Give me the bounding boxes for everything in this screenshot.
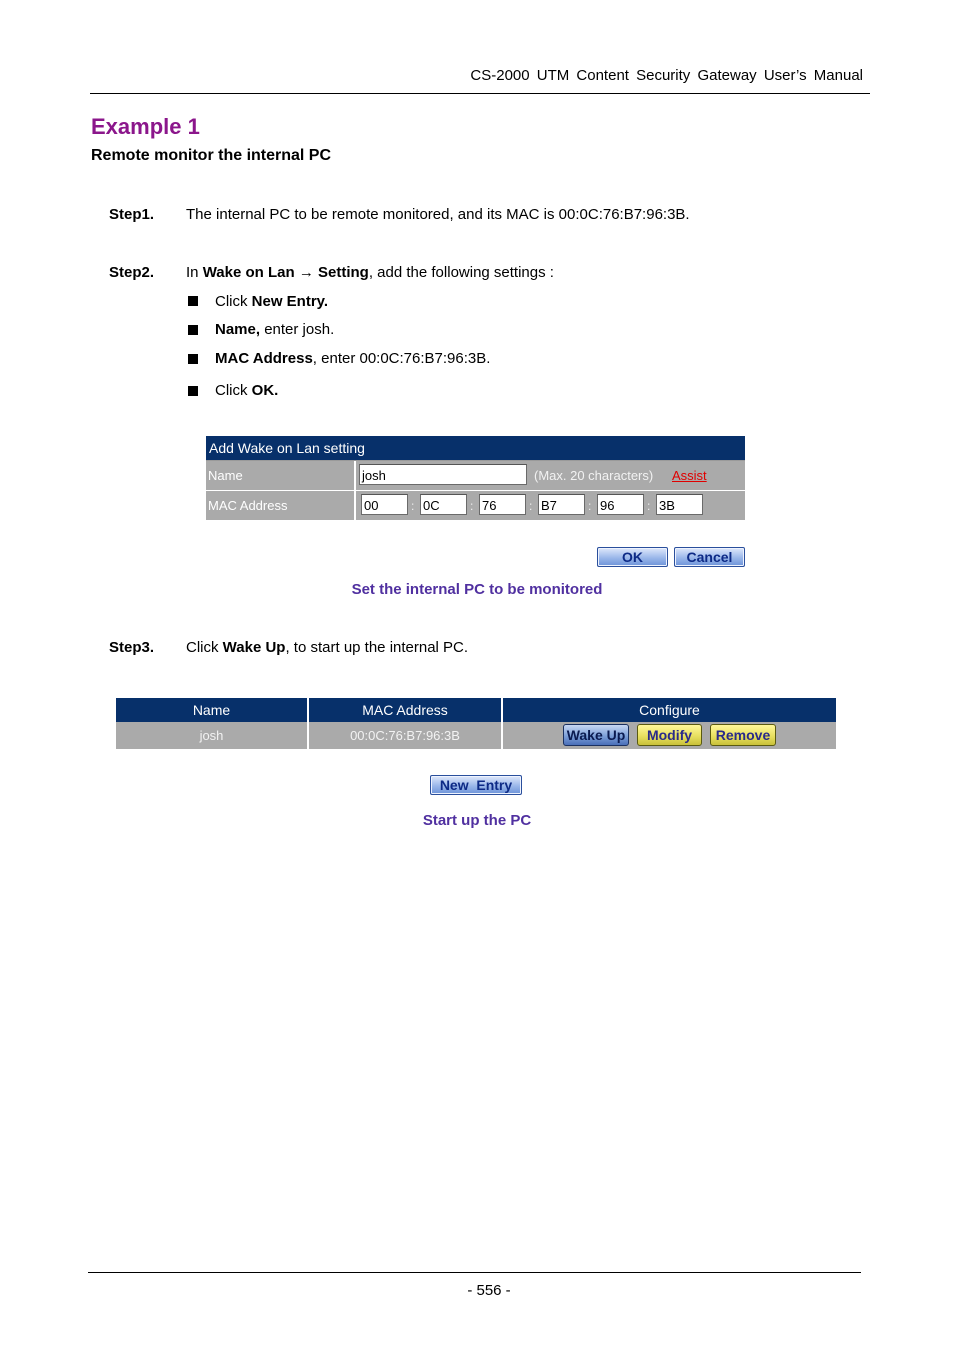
- mac-octet-1-input[interactable]: 00: [361, 494, 408, 515]
- bullet-square-icon: [188, 354, 198, 364]
- step2-intro-suffix: , add the following settings :: [368, 264, 554, 281]
- panel-heading: Add Wake on Lan setting: [206, 436, 745, 461]
- name-input[interactable]: josh: [359, 464, 527, 485]
- mac-separator: :: [411, 499, 415, 513]
- row-mac-cell: 00:0C:76:B7:96:3B: [350, 728, 460, 743]
- bullet-square-icon: [188, 325, 198, 335]
- column-header-name: Name: [192, 702, 231, 718]
- mac-address-label: MAC Address: [208, 491, 356, 520]
- wake-up-button[interactable]: Wake Up: [563, 724, 629, 746]
- assist-link[interactable]: Assist: [672, 468, 707, 483]
- mac-separator: :: [647, 499, 651, 513]
- row-name-cell: josh: [199, 728, 224, 743]
- step2-menu-wake-on-lan: Wake on Lan: [202, 264, 295, 281]
- mac-octet-2-input[interactable]: 0C: [420, 494, 467, 515]
- bullet-square-icon: [188, 386, 198, 396]
- example-title: Example 1: [91, 114, 200, 139]
- column-header-configure: Configure: [639, 702, 700, 718]
- name-label: Name: [208, 461, 356, 490]
- wake-on-lan-list-table: [116, 698, 836, 749]
- modify-button[interactable]: Modify: [637, 724, 702, 746]
- bullet-text-ok: Click OK.: [215, 382, 279, 399]
- step1-label: Step1.: [109, 206, 155, 223]
- mac-octet-5-input[interactable]: 96: [597, 494, 644, 515]
- remove-button[interactable]: Remove: [710, 724, 776, 746]
- step2-arrow: →: [294, 264, 318, 281]
- bullet-text-mac-address: MAC Address, enter 00:0C:76:B7:96:3B.: [215, 350, 491, 367]
- footer-divider: [88, 1272, 861, 1273]
- bullet-text-name: Name, enter josh.: [215, 321, 335, 338]
- add-wake-on-lan-panel: [206, 436, 745, 521]
- name-max-hint: (Max. 20 characters): [534, 468, 654, 483]
- step3-text: Click Wake Up, to start up the internal PC.: [186, 639, 469, 656]
- figure-caption-set-internal-pc: Set the internal PC to be monitored: [351, 581, 603, 598]
- example-subtitle: Remote monitor the internal PC: [91, 147, 332, 164]
- column-divider: [307, 722, 309, 749]
- mac-octet-4-input[interactable]: B7: [538, 494, 585, 515]
- column-divider: [307, 698, 309, 722]
- table-row: [116, 722, 836, 749]
- mac-separator: :: [470, 499, 474, 513]
- step2-menu-setting: Setting: [318, 264, 369, 281]
- column-divider: [501, 722, 503, 749]
- mac-octet-3-input[interactable]: 76: [479, 494, 526, 515]
- figure-caption-start-up-pc: Start up the PC: [422, 812, 532, 829]
- mac-address-row: [206, 491, 745, 521]
- step1-text: The internal PC to be remote monitored, and its MAC is 00:0C:76:B7:96:3B.: [186, 206, 690, 223]
- manual-header-title: CS-2000 UTM Content Security Gateway User’s Manual: [470, 67, 863, 84]
- new-entry-button[interactable]: New Entry: [430, 775, 522, 795]
- step3-wake-up-bold: Wake Up: [222, 639, 286, 656]
- table-header: [116, 698, 836, 722]
- mac-separator: :: [529, 499, 533, 513]
- cancel-button[interactable]: Cancel: [674, 547, 745, 567]
- name-row: [206, 461, 745, 491]
- mac-octet-6-input[interactable]: 3B: [656, 494, 703, 515]
- step3-label: Step3.: [109, 639, 155, 656]
- bullet-text-new-entry: Click New Entry.: [215, 293, 329, 310]
- step2-text: [186, 264, 554, 281]
- column-divider: [501, 698, 503, 722]
- ok-button[interactable]: OK: [597, 547, 668, 567]
- page-number: - 556 -: [467, 1282, 511, 1299]
- column-header-mac-address: MAC Address: [362, 702, 448, 718]
- mac-separator: :: [588, 499, 592, 513]
- step2-label: Step2.: [109, 264, 155, 281]
- header-divider: [90, 93, 870, 94]
- step2-intro-prefix: In: [186, 264, 203, 281]
- bullet-square-icon: [188, 296, 198, 306]
